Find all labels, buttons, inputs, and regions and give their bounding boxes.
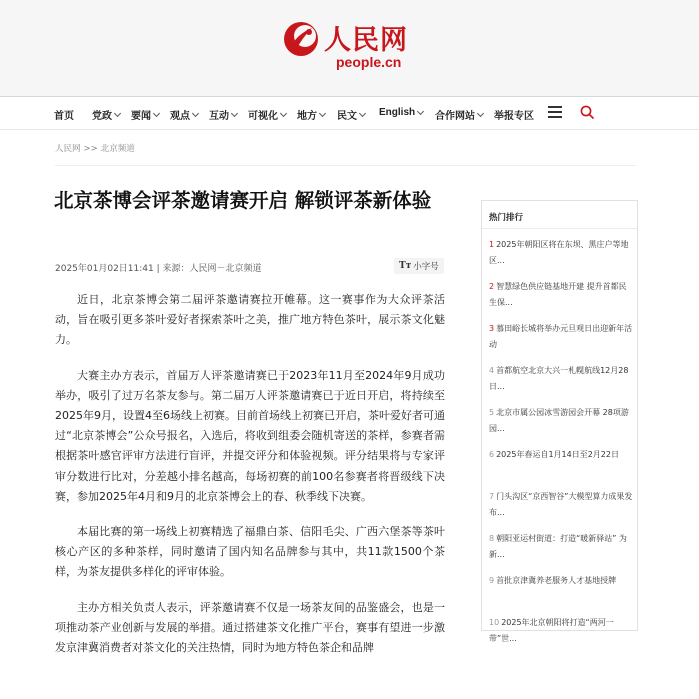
nav-item-opinion[interactable]: [170, 107, 198, 122]
logo-domain: people.cn: [336, 54, 402, 70]
hot-rank: 2: [489, 282, 495, 291]
nav-item-news[interactable]: [131, 107, 159, 122]
hot-rank: 8: [489, 534, 495, 543]
chevron-down-icon: [359, 109, 366, 116]
breadcrumb-home[interactable]: 人民网: [55, 144, 81, 154]
nav-label: 民文: [337, 111, 357, 122]
hot-item-text: 智慧绿色供应链基地开建 提升首都民生保...: [489, 282, 627, 307]
nav-label: 互动: [209, 111, 229, 122]
chevron-down-icon: [477, 109, 484, 116]
nav-label: 可视化: [248, 111, 278, 122]
search-icon[interactable]: [580, 105, 594, 119]
nav-label: English: [379, 107, 416, 118]
nav-item-partners[interactable]: [435, 107, 483, 122]
chevron-down-icon: [114, 109, 121, 116]
hot-item[interactable]: [489, 279, 633, 321]
chevron-down-icon: [319, 109, 326, 116]
article-paragraph: 近日，北京茶博会第二届评茶邀请赛拉开帷幕。这一赛事作为大众评茶活动，旨在吸引更多茶叶爱好者探索茶叶之美，推广地方特色茶叶，展示茶文化魅力。: [55, 293, 445, 347]
chevron-down-icon: [231, 109, 238, 116]
breadcrumb-separator: >>: [83, 144, 98, 154]
article-paragraph: 大赛主办方表示，首届万人评茶邀请赛已于2023年11月至2024年9月成功举办，吸引了过万名茶友参与。第二届万人评茶邀请赛已于近日开启，将持续至2025年9月，设置4至6场线上初赛。目前首场线上初赛已开启，茶叶爱好者可通过“北京茶博会”公众号报名，入选后，将收到组委会随机寄送的茶样，参赛者需根据茶叶感官评审方法进行盲评，并提交评分和体验视频。评分结果将与专家评审分数进行比对，分差越小排名越高，每场初赛的前100名参赛者将晋级线下决赛，参加2025年4月和9月的北京茶博会上的春、秋季线下决赛。: [55, 368, 445, 503]
chevron-down-icon: [417, 107, 424, 114]
hot-item-text: 门头沟区“京西智谷”大模型算力成果发布...: [489, 492, 633, 517]
site-header: [0, 0, 699, 96]
nav-label: 观点: [170, 111, 190, 122]
nav-item-visual[interactable]: [248, 107, 286, 122]
nav-item-ethnic[interactable]: [337, 107, 365, 122]
nav-label: 要闻: [131, 111, 151, 122]
hot-rank: 1: [489, 240, 495, 249]
hot-item-text: 2025年北京朝阳将打造“两河一带”世...: [489, 618, 614, 643]
article-title: 北京茶博会评茶邀请赛开启 解锁评茶新体验: [54, 189, 432, 212]
hot-rank: 3: [489, 324, 495, 333]
nav-label: 党政: [92, 111, 112, 122]
nav-item-party[interactable]: [92, 107, 120, 122]
hot-item[interactable]: [489, 363, 633, 405]
nav-item-home[interactable]: [54, 107, 74, 122]
font-size-icon: Tт: [399, 261, 412, 271]
hot-item[interactable]: [489, 237, 633, 279]
page-content: [0, 130, 699, 699]
hot-item[interactable]: [489, 489, 633, 531]
hot-item-text: 朝阳亚运村街道：打造“暖新驿站” 为新...: [489, 534, 627, 559]
chevron-down-icon: [280, 109, 287, 116]
breadcrumb-divider: [55, 165, 636, 166]
hot-item-text: 北京市属公园冰雪游园会开幕 28项游园...: [489, 408, 629, 433]
hot-item[interactable]: [489, 321, 633, 363]
hot-ranking-divider: [482, 228, 637, 229]
nav-label: 首页: [54, 111, 74, 122]
nav-item-english[interactable]: [379, 107, 423, 118]
site-logo[interactable]: [282, 18, 422, 74]
chevron-down-icon: [192, 109, 199, 116]
hot-item-text: 首都航空北京大兴一札幌航线12月28日...: [489, 366, 629, 391]
hot-rank: 7: [489, 492, 495, 501]
hot-rank: 9: [489, 576, 495, 585]
hot-item-text: 2025年春运自1月14日至2月22日: [496, 450, 619, 459]
hot-ranking-list: [489, 237, 633, 657]
hot-item-text: 慕田峪长城将举办元旦观日出迎新年活动: [489, 324, 633, 349]
hot-rank: 10: [489, 618, 500, 627]
people-logo-icon: [282, 20, 320, 58]
hot-item[interactable]: [489, 573, 633, 615]
nav-item-local[interactable]: [297, 107, 325, 122]
nav-label: 合作网站: [435, 111, 475, 122]
main-nav: [0, 96, 699, 130]
hot-item[interactable]: [489, 447, 633, 489]
nav-label: 地方: [297, 111, 317, 122]
hot-item[interactable]: [489, 405, 633, 447]
hot-rank: 4: [489, 366, 495, 375]
breadcrumb-channel[interactable]: 北京频道: [100, 144, 135, 154]
hot-item-text: 首批京津冀养老服务人才基地授牌: [496, 576, 617, 585]
font-size-label: 小字号: [413, 262, 439, 272]
nav-item-report[interactable]: [494, 107, 534, 122]
hot-ranking-title: 热门排行: [489, 213, 524, 223]
hot-item[interactable]: [489, 531, 633, 573]
logo-wordmark: 人民网: [324, 25, 408, 56]
hot-rank: 5: [489, 408, 495, 417]
hot-item[interactable]: [489, 615, 633, 657]
hot-ranking-panel: [481, 200, 638, 643]
article-meta: 2025年01月02日11:41 | 来源：人民网－北京频道: [55, 264, 262, 274]
hot-rank: 6: [489, 450, 495, 459]
article-body: [55, 290, 445, 673]
nav-label: 举报专区: [494, 111, 534, 122]
chevron-down-icon: [153, 109, 160, 116]
hot-item-text: 2025年朝阳区将在东坝、黑庄户等地区...: [489, 240, 629, 265]
hamburger-icon[interactable]: [548, 106, 562, 118]
nav-item-interaction[interactable]: [209, 107, 237, 122]
article-paragraph: 本届比赛的第一场线上初赛精选了福鼎白茶、信阳毛尖、广西六堡茶等茶叶核心产区的多种茶样，同时邀请了国内知名品牌参与其中，共11款1500个茶样，为茶友提供多样化的评审体验。: [55, 525, 445, 579]
article-paragraph: 主办方相关负责人表示，评茶邀请赛不仅是一场茶友间的品鉴盛会，也是一项推动茶产业创新与发展的举措。通过搭建茶文化推广平台，赛事有望进一步激发京津冀消费者对茶文化的关注热情，同时为地方特色茶企和品牌: [55, 600, 445, 655]
font-size-toggle[interactable]: [394, 258, 444, 274]
breadcrumb: [55, 142, 135, 154]
